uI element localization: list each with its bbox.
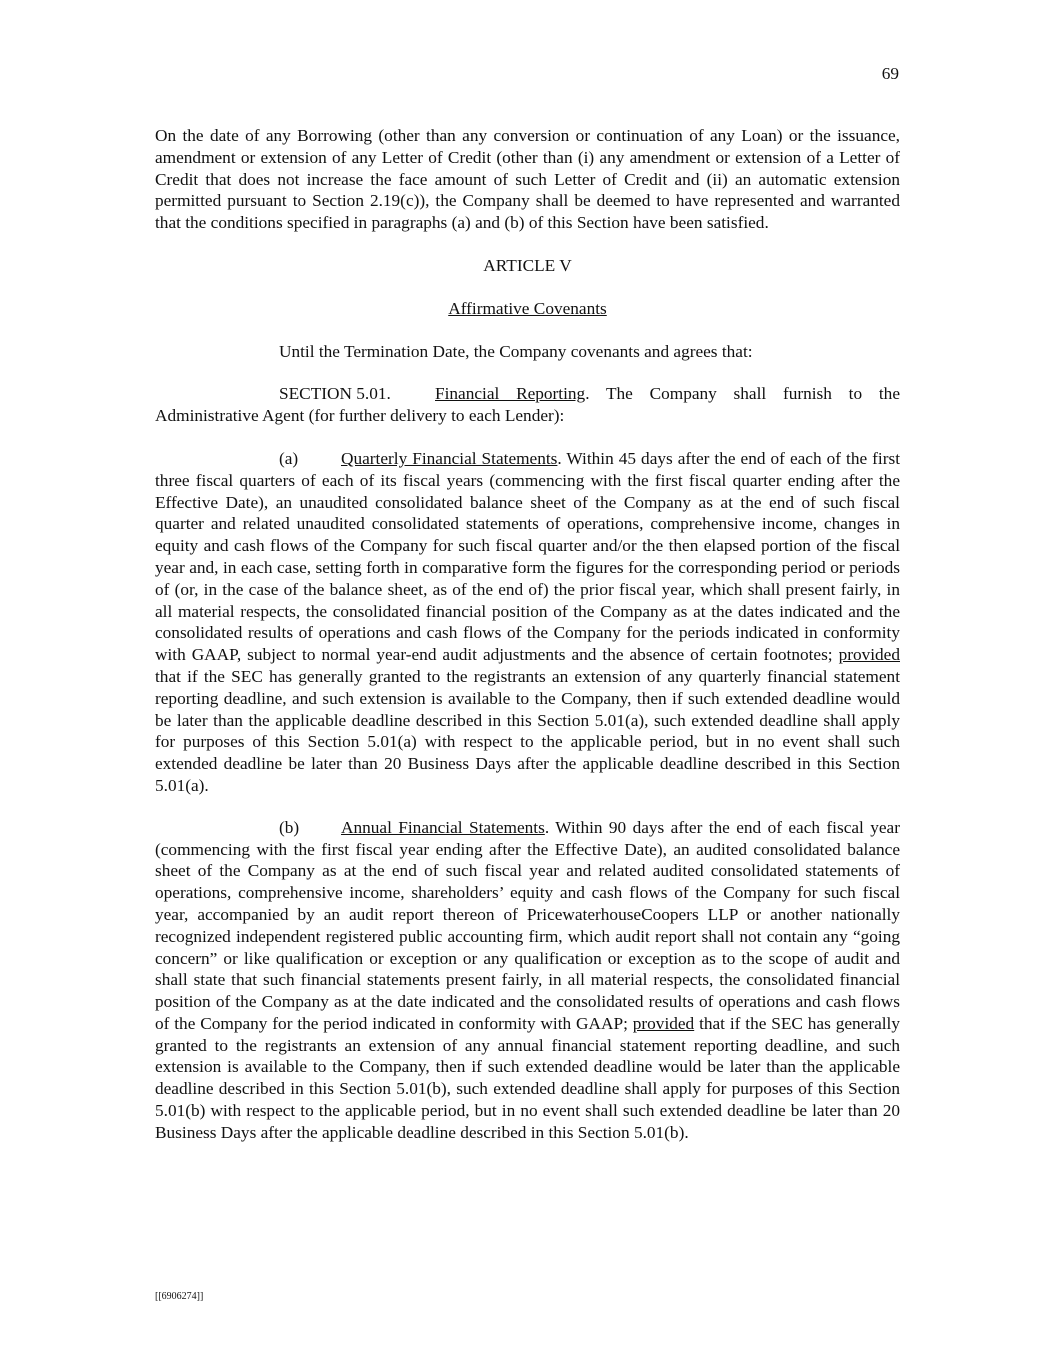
clause-b (155, 817, 900, 1144)
article-heading: ARTICLE V (483, 255, 572, 275)
section-text: . The Company shall furnish to the Administrative Agent (for further delivery to each Lender): (155, 384, 900, 426)
page-number: 69 (881, 64, 899, 83)
clause-b-label: (b) (279, 817, 300, 837)
clause-a-title: Quarterly Financial Statements (341, 448, 558, 468)
clause-a-text-1: . Within 45 days after the end of each of the first three fiscal quarters of each of its fiscal years (commencing with the first fiscal quarter ending after the Effective Date), an unaudited consolidated balance sheet of the Company as at the end of such fiscal quarter and related unaudited consolidated statements of operations, comprehensive income, changes in equity and cash flows of the Company for such fiscal quarter and/or the then elapsed portion of the fiscal year and, in each case, setting forth in comparative form the figures for the corresponding period or periods of (or, in the case of the balance sheet, as of the end of) the prior fiscal year, which shall present fairly, in all material respects, the consolidated financial position of the Company as at the dates indicated and the consolidated results of operations and cash flows of the Company for the periods indicated in conformity with GAAP, subject to normal year-end audit adjustments and the absence of certain footnotes; (155, 448, 901, 665)
clause-a-label: (a) (279, 448, 299, 468)
clause-b-text-1: . Within 90 days after the end of each fiscal year (commencing with the first fiscal year ending after the Effective Date), an audited consolidated balance sheet of the Company as at the end of such fiscal year and related audited consolidated statements of operations, comprehensive income, shareholders’ equity and cash flows of the Company for such fiscal year, accompanied by an audit report thereon of PricewaterhouseCoopers LLP or another nationally recognized independent registered public accounting firm, which audit report shall not contain any “going concern” or like qualification or exception or any qualification or exception as to the scope of audit and shall state that such financial statements present fairly, in all material respects, the consolidated financial position of the Company as at the date indicated and the consolidated results of operations and cash flows of the Company for the period indicated in conformity with GAAP; (155, 817, 900, 1033)
section-5-01 (155, 383, 900, 427)
clause-a (155, 448, 900, 797)
lead-in-text: Until the Termination Date, the Company covenants and agrees that: (279, 341, 753, 361)
article-title (155, 298, 900, 320)
clause-b-text-2: that if the SEC has generally granted to the registrants an extension of any annual financial statement reporting deadline, and such extension is available to the Company, then if such extended deadline would be later than the applicable deadline described in this Section 5.01(b), such extended deadline shall apply for purposes of this Section 5.01(b) with respect to the applicable period, but in no event shall such extended deadline be later than 20 Business Days after the applicable deadline described in this Section 5.01(b). (155, 1013, 900, 1142)
footer-document-code: [[6906274]] (155, 1291, 204, 1302)
intro-paragraph: On the date of any Borrowing (other than any conversion or continuation of any Loan) or the issuance, amendment or extension of any Letter of Credit (other than (i) any amendment or extension of a Letter of Credit that does not increase the face amount of such Letter of Credit and (ii) an automatic extension permitted pursuant to Section 2.19(c)), the Company shall be deemed to have represented and warranted that the conditions specified in paragraphs (a) and (b) of this Section have been satisfied. (155, 126, 900, 233)
section-number: SECTION 5.01. (279, 384, 391, 404)
article-lead-in (155, 341, 900, 363)
clause-a-text-2: that if the SEC has generally granted to the registrants an extension of any quarterly financial statement reporting deadline, and such extension is available to the Company, then if such extended deadline would be later than the applicable deadline described in this Section 5.01(a), such extended deadline shall apply for purposes of this Section 5.01(a) with respect to the applicable period, but in no event shall such extended deadline be later than 20 Business Days after the applicable deadline described in this Section 5.01(a). (155, 666, 900, 795)
document-body (155, 125, 900, 1144)
clause-b-title: Annual Financial Statements (341, 817, 545, 837)
section-title: Financial Reporting (435, 384, 586, 404)
article-title-text: Affirmative Covenants (448, 298, 607, 318)
clause-b-proviso: provided (632, 1013, 695, 1033)
clause-a-proviso: provided (838, 645, 900, 665)
